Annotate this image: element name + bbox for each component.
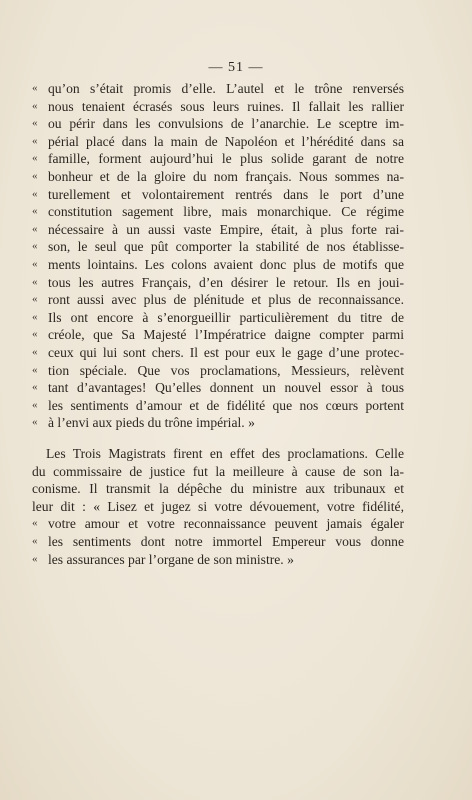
text-line (32, 344, 404, 362)
line-text: à l’envi aux pieds du trône impérial. » (48, 415, 255, 431)
quote-mark: « (32, 257, 38, 270)
quote-mark: « (32, 416, 38, 429)
text-line (32, 221, 404, 239)
text-line (32, 98, 404, 116)
quote-mark: « (32, 328, 38, 341)
text-line (32, 133, 404, 151)
quote-mark: « (32, 205, 38, 218)
text-line (32, 150, 404, 168)
line-text: Les Trois Magistrats firent en effet des proclamations. Celle (46, 446, 404, 461)
line-text: votre amour et votre reconnaissance peuvent jamais égaler (48, 516, 404, 532)
line-text: constitution sagement libre, mais monarchique. Ce régime (48, 204, 404, 220)
paragraph-block (32, 445, 404, 568)
line-text: les sentiments dont notre immortel Empereur vous donne (48, 533, 404, 549)
text-line (32, 551, 404, 569)
line-text: nécessaire à un aussi vaste Empire, était, à plus forte rai- (48, 221, 404, 237)
quote-mark: « (32, 99, 38, 112)
text-line (32, 80, 404, 98)
line-text: famille, forment aujourd’hui le plus solide garant de notre (48, 151, 404, 167)
quote-mark: « (32, 169, 38, 182)
line-text: tous les autres Français, d’en désirer le retour. Ils en joui- (48, 274, 404, 290)
quote-mark: « (32, 363, 38, 376)
text-line (32, 515, 404, 533)
text-line (32, 115, 404, 133)
quote-mark: « (32, 187, 38, 200)
text-line (32, 445, 404, 463)
line-text: Ils ont encore à s’enorgueillir particulièrement du titre de (48, 309, 404, 325)
quote-mark: « (32, 310, 38, 323)
line-text: du commissaire de justice fut la meilleure à cause de son la- (32, 463, 404, 479)
line-text: conisme. Il transmit la dépêche du ministre aux tribunaux et (32, 481, 404, 497)
quote-mark: « (32, 152, 38, 165)
quote-mark: « (32, 345, 38, 358)
line-text: les sentiments d’amour et de fidélité que nos cœurs portent (48, 397, 404, 413)
line-text: les assurances par l’organe de son ministre. » (48, 551, 294, 567)
line-text: créole, que Sa Majesté l’Impératrice daigne compter parmi (48, 327, 404, 343)
quote-mark: « (32, 552, 38, 565)
quote-mark: « (32, 381, 38, 394)
text-line (32, 186, 404, 204)
text-line (32, 533, 404, 551)
line-text: nous tenaient écrasés sous leurs ruines. Il fallait les rallier (48, 98, 404, 114)
text-line (32, 379, 404, 397)
text-line (32, 414, 404, 432)
line-text: turellement et volontairement rentrés dans le port d’une (48, 186, 404, 202)
line-text: bonheur et de la gloire du nom français. Nous sommes na- (48, 168, 404, 184)
quote-mark: « (32, 222, 38, 235)
text-line (32, 256, 404, 274)
line-text: leur dit : « Lisez et jugez si votre dévouement, votre fidélité, (32, 498, 404, 514)
quote-mark: « (32, 398, 38, 411)
line-text: qu’on s’était promis d’elle. L’autel et le trône renversés (48, 81, 404, 96)
quote-mark: « (32, 240, 38, 253)
line-text: ront aussi avec plus de plénitude et plus de reconnaissance. (48, 292, 404, 308)
line-text: périal placé dans la main de Napoléon et l’hérédité dans sa (48, 133, 404, 149)
text-line (32, 309, 404, 327)
page-number: — 51 — (208, 60, 264, 75)
text-line (32, 274, 404, 292)
text-line (32, 291, 404, 309)
line-text: tant d’avantages! Qu’elles donnent un nouvel essor à tous (48, 380, 404, 396)
text-line (32, 362, 404, 380)
text-line (32, 168, 404, 186)
text-line (32, 238, 404, 256)
text-line (32, 203, 404, 221)
text-line (32, 463, 404, 481)
text-line (32, 397, 404, 415)
text-line (32, 326, 404, 344)
text-line (32, 498, 404, 516)
line-text: ou périr dans les convulsions de l’anarchie. Le sceptre im- (48, 116, 404, 132)
quote-mark: « (32, 293, 38, 306)
quote-mark: « (32, 275, 38, 288)
quote-mark: « (32, 517, 38, 530)
quote-mark: « (32, 117, 38, 130)
line-text: son, le seul que pût comporter la stabilité de nos établisse- (48, 239, 404, 255)
quote-mark: « (32, 134, 38, 147)
text-line (32, 480, 404, 498)
quote-mark: « (32, 534, 38, 547)
quotation-block (32, 80, 404, 432)
line-text: ments lointains. Les colons avaient donc plus de motifs que (48, 256, 404, 272)
line-text: tion spéciale. Que vos proclamations, Messieurs, relèvent (48, 362, 404, 378)
quote-mark: « (32, 82, 38, 94)
line-text: ceux qui lui sont chers. Il est pour eux le gage d’une protec- (48, 344, 404, 360)
